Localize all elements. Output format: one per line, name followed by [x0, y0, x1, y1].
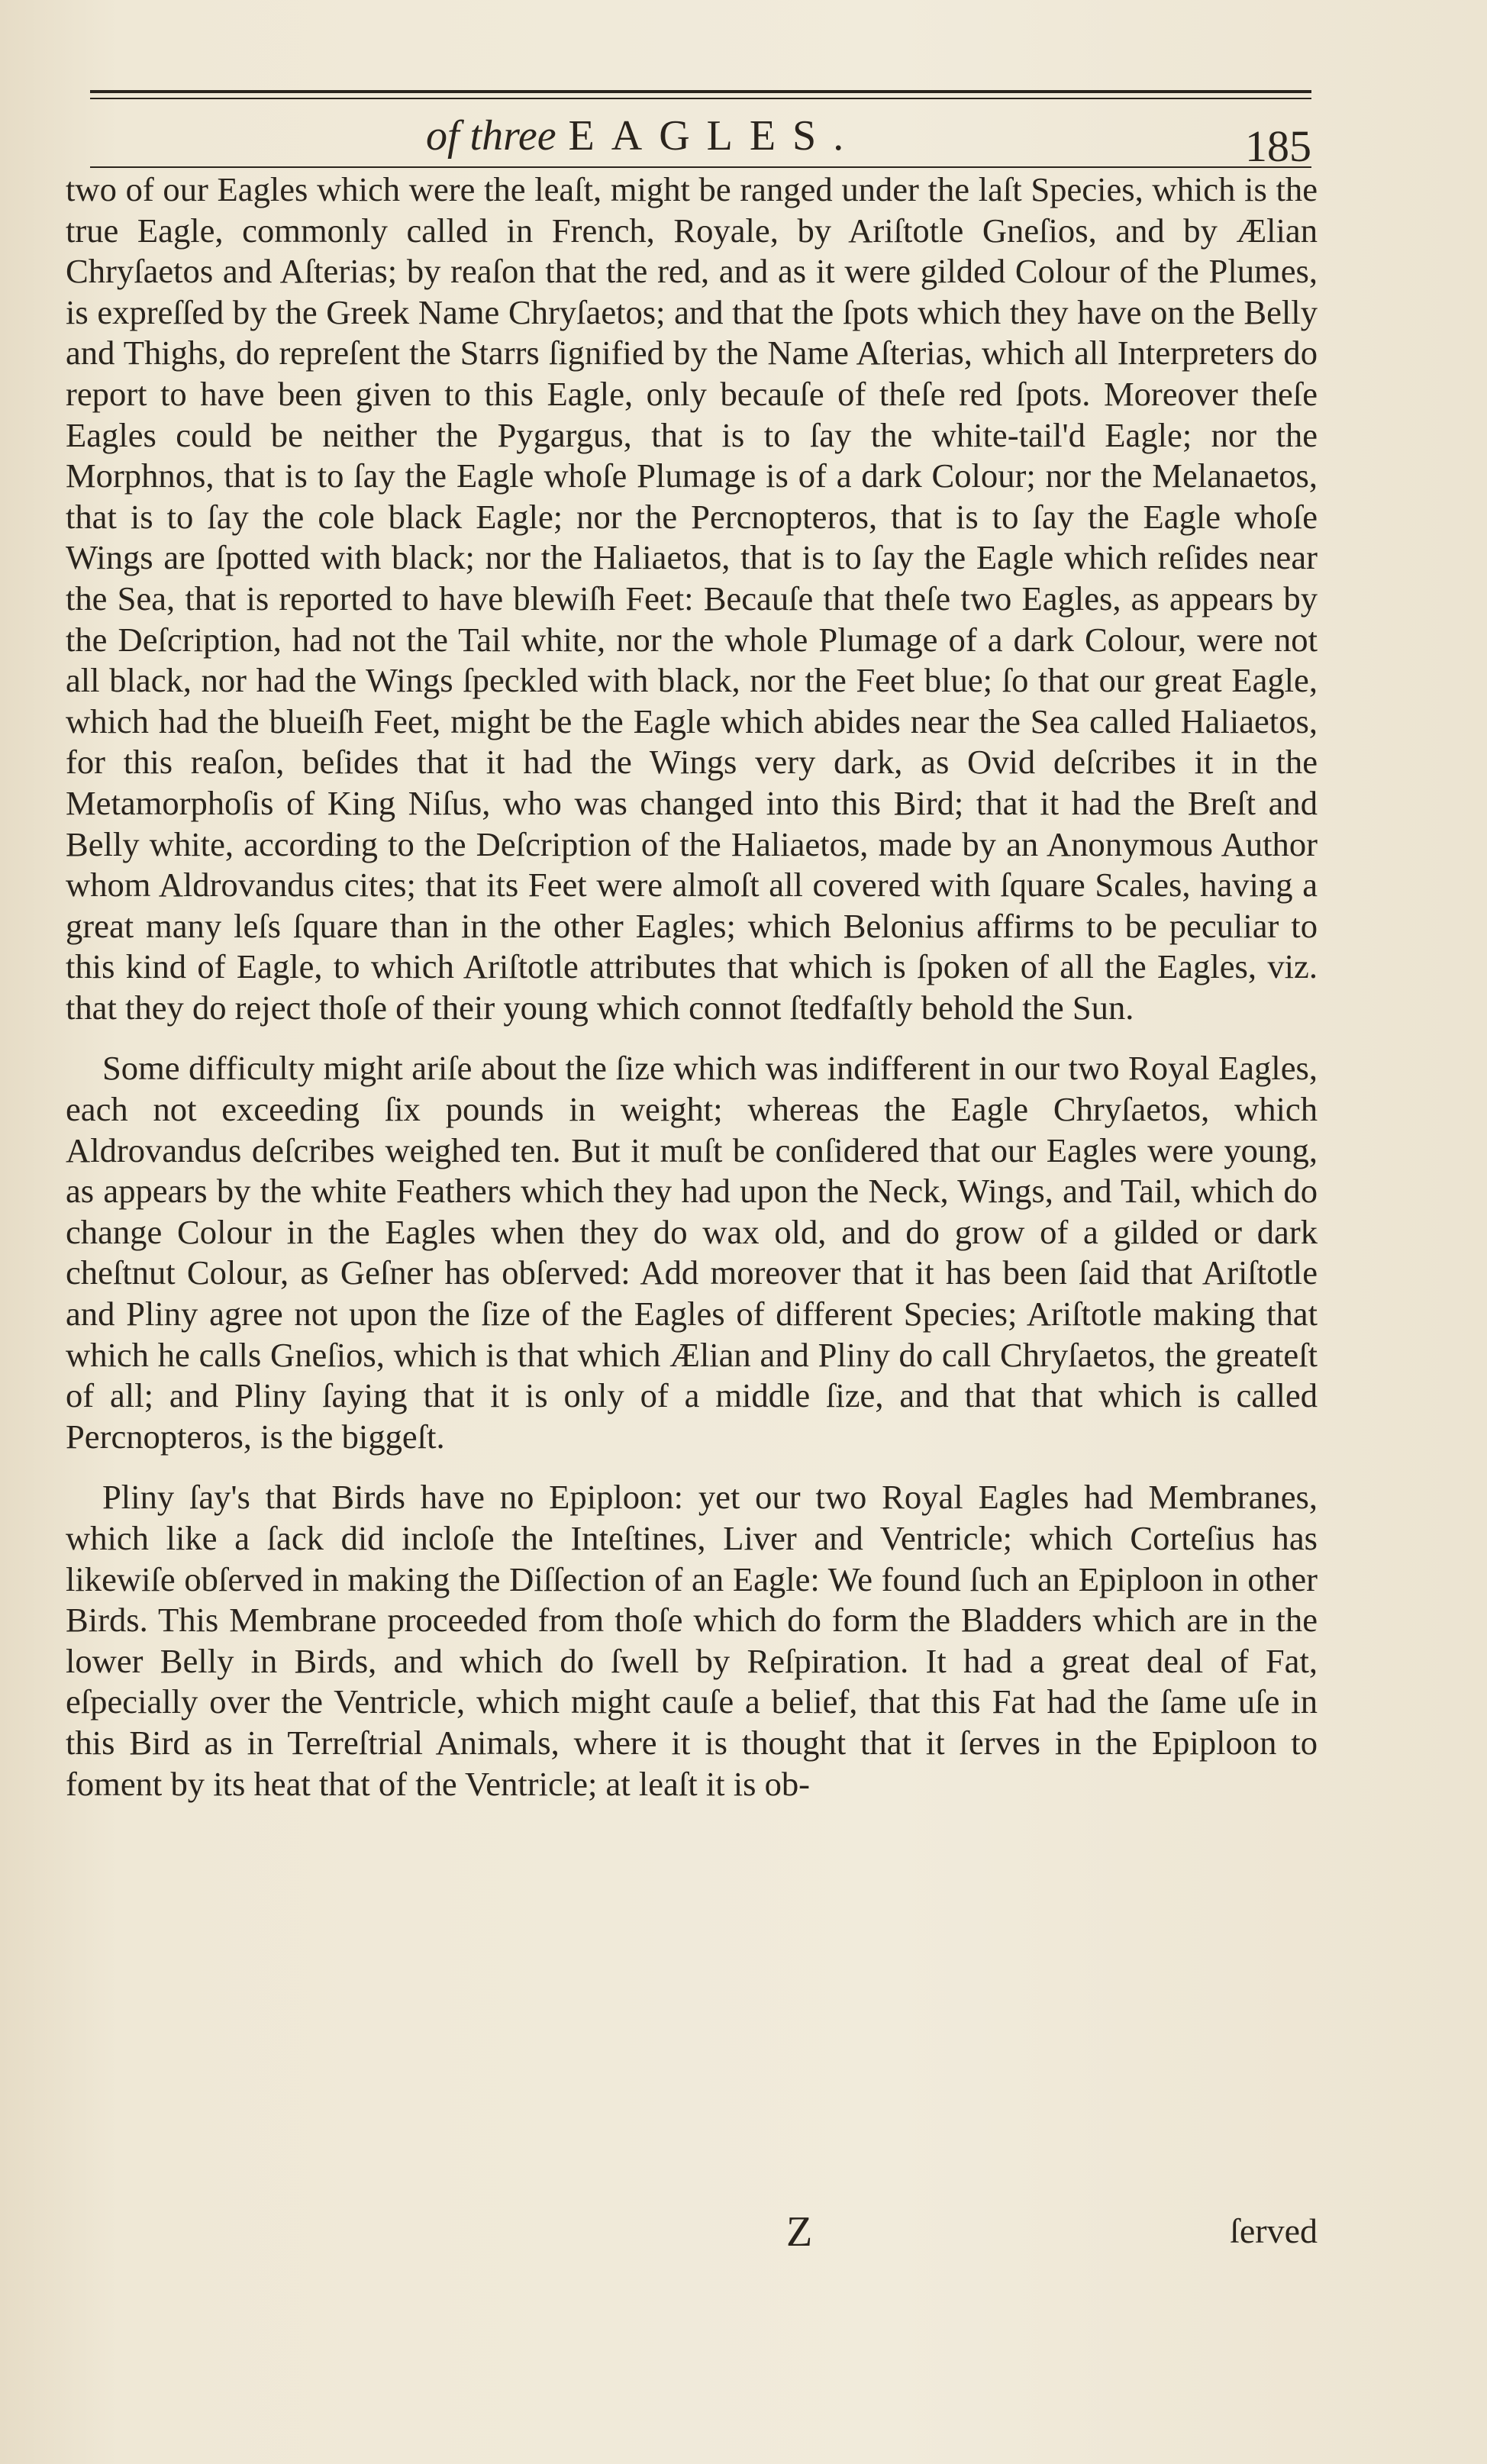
header-rule: [90, 166, 1311, 168]
paragraph-3: Pliny ſay's that Birds have no Epiploon: yet our two Royal Eagles had Membranes, which like a ſack did incloſe the Inteſtines, Liver and Ventricle; which Corteſius has likewiſe obſerved in making the Diſſection of an Eagle: We found ſuch an Epiploon in other Birds. This Membrane proceeded from thoſe which do form the Bladders which are in the lower Belly in Birds, and which do ſwell by Reſpiration. It had a great deal of Fat, eſpecially over the Ventricle, which might cauſe a belief, that this Fat had the ſame uſe in this Bird as in Terreſtrial Animals, where it is thought that it ſerves in the Epiploon to foment by its heat that of the Ventricle; at leaſt it is ob-: [66, 1478, 1318, 1803]
running-title-italic: of three: [426, 112, 556, 160]
paragraph-1: two of our Eagles which were the leaſt, might be ranged under the laſt Species, which is the true Eagle, commonly called in French, Royale, by Ariſtotle Gneſios, and by Ælian Chryſaetos and Aſterias; by reaſon that the red, and as it were gilded Colour of the Plumes, is expreſſed by the Greek Name Chryſaetos; and that the ſpots which they have on the Belly and Thighs, do repreſent the Starrs ſignified by the Name Aſterias, which all Interpreters do report to have been given to this Eagle, only becauſe of theſe red ſpots. Moreover theſe Eagles could be neither the Pygargus, that is to ſay the white-tail'd Eagle; nor the Morphnos, that is to ſay the Eagle whoſe Plumage is of a dark Colour; nor the Melanaetos, that is to ſay the cole black Eagle; nor the Percnopteros, that is to ſay the Eagle whoſe Wings are ſpotted with black; nor the Haliaetos, that is to ſay the Eagle which reſides near the Sea, that is reported to have blewiſh Feet: Becauſe that theſe two Eagles, as appears by the Deſcription, had not the Tail white, nor the whole Plumage of a dark Colour, were not all black, nor had the Wings ſpeckled with black, nor the Feet blue; ſo that our great Eagle, which had the blueiſh Feet, might be the Eagle which abides near the Sea called Haliaetos, for this reaſon, beſides that it had the Wings very dark, as Ovid deſcribes it in the Metamorphoſis of King Niſus, who was changed into this Bird; that it had the Breſt and Belly white, according to the Deſcription of the Haliaetos, made by an Anonymous Author whom Aldrovandus cites; that its Feet were almoſt all covered with ſquare Scales, having a great many leſs ſquare than in the other Eagles; which Belonius affirms to be peculiar to this kind of Eagle, to which Ariſtotle attributes that which is ſpoken of all the Eagles, viz. that they do reject thoſe of their young which connot ſtedfaſtly behold the Sun.: [66, 170, 1318, 1027]
page-footer: [66, 2208, 1318, 2261]
page-number: 185: [1245, 121, 1311, 171]
running-title-caps: EAGLES.: [568, 112, 861, 160]
top-rule: [90, 90, 1311, 93]
running-title: [426, 111, 860, 160]
signature-mark: Z: [786, 2208, 813, 2256]
paragraph-2: Some difficulty might ariſe about the ſize which was indifferent in our two Royal Eagles, each not exceeding ſix pounds in weight; whereas the Eagle Chryſaetos, which Aldrovandus deſcribes weighed ten. But it muſt be conſidered that our Eagles were young, as appears by the white Feathers which they had upon the Neck, Wings, and Tail, which do change Colour in the Eagles when they do wax old, and do grow of a gilded or dark cheſtnut Colour, as Geſner has obſerved: Add moreover that it has been ſaid that Ariſtotle and Pliny agree not upon the ſize of the Eagles of different Species; Ariſtotle making that which he calls Gneſios, which is that which Ælian and Pliny do call Chryſaetos, the greateſt of all; and Pliny ſaying that it is only of a middle ſize, and that that which is called Percnopteros, is the biggeſt.: [66, 1049, 1318, 1456]
text-body: [66, 169, 1318, 1804]
page-header: [90, 107, 1311, 171]
catchword: ſerved: [1230, 2211, 1318, 2250]
top-rule-thin: [90, 98, 1311, 99]
